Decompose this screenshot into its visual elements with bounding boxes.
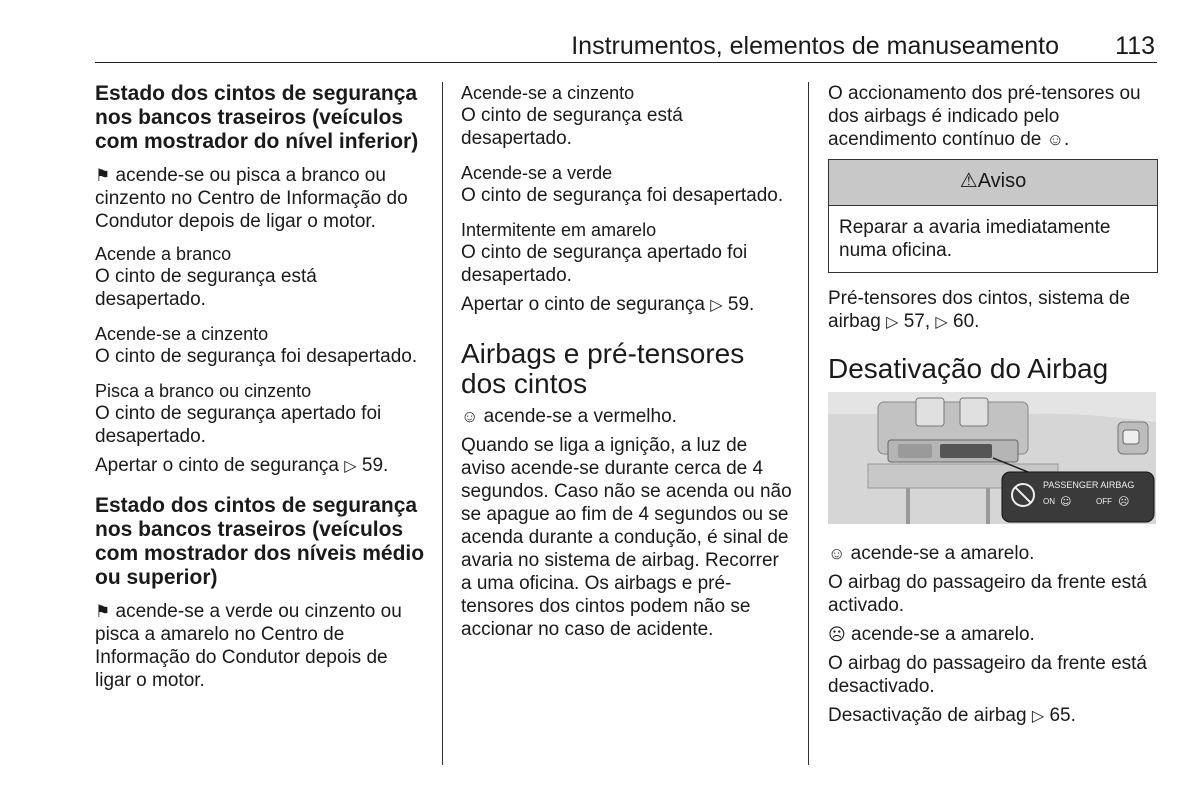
item-text: O cinto de segurança apertado foi desapertado. bbox=[461, 242, 748, 286]
item-label: Acende-se a cinzento bbox=[95, 324, 269, 344]
rear-belt-heading-lower: Estado dos cintos de segurança nos bancos traseiros (veículos com mostrador do nível inferior) bbox=[95, 82, 419, 153]
airbag-off-desc: O airbag do passageiro da frente está desactivado. bbox=[828, 653, 1147, 697]
page-ref-arrow-icon: ▷ bbox=[710, 297, 723, 314]
page-number: 113 bbox=[1115, 32, 1155, 60]
column-divider-1 bbox=[442, 82, 443, 765]
item-label: Pisca a branco ou cinzento bbox=[95, 381, 312, 401]
column-2 bbox=[461, 82, 793, 651]
column-1 bbox=[95, 82, 427, 702]
page-header bbox=[95, 32, 1157, 63]
item-text: O cinto de segurança foi desapertado. bbox=[95, 346, 418, 367]
page-ref-link[interactable]: 59. bbox=[727, 294, 755, 315]
airbag-warning-icon: ☺ bbox=[461, 407, 479, 426]
overhead-console-illustration bbox=[828, 392, 1156, 524]
column-divider-2 bbox=[808, 82, 809, 765]
airbag-off-icon: ☹ bbox=[1118, 495, 1130, 508]
page-ref-link[interactable]: 60. bbox=[953, 311, 980, 332]
cross-reference: Apertar o cinto de segurança ▷ 59. bbox=[461, 294, 755, 315]
airbag-on-desc: O airbag do passageiro da frente está activado. bbox=[828, 572, 1147, 616]
page-ref-link[interactable]: 65. bbox=[1049, 705, 1076, 726]
item-text: O cinto de segurança apertado foi desapertado. bbox=[95, 403, 382, 447]
warning-header: ⚠Aviso bbox=[829, 160, 1157, 206]
page-ref-arrow-icon: ▷ bbox=[886, 314, 899, 331]
warning-text: Reparar a avaria imediatamente numa oficina. bbox=[839, 217, 1111, 261]
list-item bbox=[461, 219, 793, 287]
cross-reference: Apertar o cinto de segurança ▷ 59. bbox=[95, 455, 389, 476]
list-item bbox=[461, 82, 793, 150]
section-title: Instrumentos, elementos de manuseamento bbox=[571, 32, 1059, 60]
warning-box bbox=[828, 159, 1158, 273]
panel-label: PASSENGER AIRBAG bbox=[1043, 480, 1135, 490]
item-label: Acende-se a verde bbox=[461, 163, 613, 183]
item-label: Acende-se a cinzento bbox=[461, 83, 635, 103]
seatbelt-icon: ⚑ bbox=[95, 602, 111, 621]
rear-belt-heading-mid: Estado dos cintos de segurança nos bancos traseiros (veículos com mostrador dos níveis médio ou superior) bbox=[95, 494, 425, 589]
airbag-body: Quando se liga a ignição, a luz de aviso acende-se durante cerca de 4 segundos. Caso não se acenda ou não se apague ao fim de 4 segundos ou se acenda durante a condução, é sinal de avaria no sistema de airbag. Recorrer a uma oficina. Os airbags e pré-tensores dos cintos podem não se accionar no caso de acidente. bbox=[461, 435, 792, 640]
overhead-console-photo bbox=[828, 392, 1156, 524]
airbag-warning-icon: ☺ bbox=[1046, 130, 1065, 149]
airbag-off-line: ☹ acende-se a amarelo. bbox=[828, 624, 1035, 645]
list-item bbox=[461, 162, 793, 207]
column-3 bbox=[828, 82, 1158, 738]
activation-intro: O accionamento dos pré-tensores ou dos airbags é indicado pelo acendimento contínuo de ☺. bbox=[828, 83, 1141, 150]
list-item bbox=[95, 380, 427, 448]
seatbelt-icon: ⚑ bbox=[95, 166, 111, 185]
cross-reference: Pré-tensores dos cintos, sistema de airbag ▷ 57, ▷ 60. bbox=[828, 288, 1131, 332]
list-item bbox=[95, 243, 427, 311]
passenger-airbag-on-icon: ☺ bbox=[828, 544, 846, 563]
panel-off-label: OFF bbox=[1096, 497, 1112, 506]
passenger-airbag-off-icon: ☹ bbox=[828, 625, 846, 644]
page-ref-arrow-icon: ▷ bbox=[935, 314, 948, 331]
item-label: Intermitente em amarelo bbox=[461, 220, 657, 240]
item-label: Acende a branco bbox=[95, 244, 232, 264]
page-ref-arrow-icon: ▷ bbox=[344, 458, 357, 475]
airbag-on-line: ☺ acende-se a amarelo. bbox=[828, 543, 1035, 564]
airbag-lamp-line: ☺ acende-se a vermelho. bbox=[461, 406, 677, 427]
airbag-deactivation-heading: Desativação do Airbag bbox=[828, 353, 1109, 384]
airbags-heading: Airbags e pré-tensores dos cintos bbox=[461, 338, 745, 399]
page-ref-link[interactable]: 59. bbox=[361, 455, 389, 476]
item-text: O cinto de segurança está desapertado. bbox=[95, 266, 317, 310]
rear-belt-intro-mid: ⚑ acende-se a verde ou cinzento ou pisca a amarelo no Centro de Informação do Condutor depois de ligar o motor. bbox=[95, 601, 402, 691]
rear-belt-intro-lower: ⚑ acende-se ou pisca a branco ou cinzento no Centro de Informação do Condutor depois de ligar o motor. bbox=[95, 165, 408, 232]
cross-reference: Desactivação de airbag ▷ 65. bbox=[828, 705, 1076, 726]
page-ref-arrow-icon: ▷ bbox=[1031, 708, 1045, 725]
item-text: O cinto de segurança está desapertado. bbox=[461, 105, 683, 149]
page-ref-link[interactable]: 57, bbox=[903, 311, 931, 332]
list-item bbox=[95, 323, 427, 368]
item-text: O cinto de segurança foi desapertado. bbox=[461, 185, 784, 206]
airbag-on-icon: ☺ bbox=[1060, 495, 1072, 508]
warning-triangle-icon: ⚠ bbox=[959, 170, 978, 192]
panel-on-label: ON bbox=[1043, 497, 1055, 506]
